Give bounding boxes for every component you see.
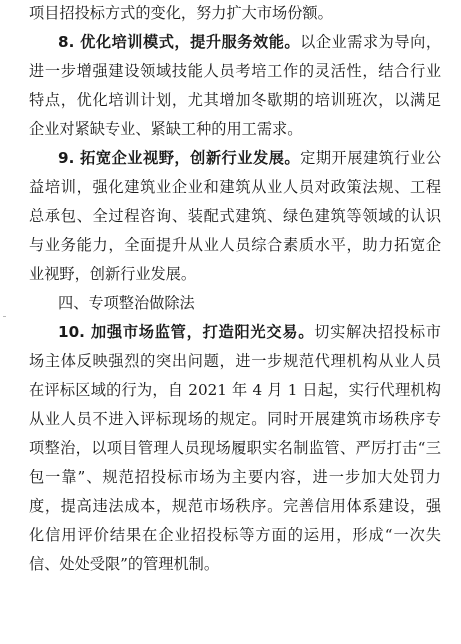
paragraph-line [29,58,441,85]
line-text: 业视野，创新行业发展。 [29,265,197,283]
line-text: 以企业需求为导向， [300,33,441,51]
line-text: 企业对紧缺专业、紧缺工种的用工需求。 [29,120,303,138]
item-8-heading-line [58,29,441,56]
line-text: 度，提高违法成本，规范市场秩序。完善信用体系建设，强 [29,497,441,515]
paragraph-line [29,493,441,520]
line-text: 包一靠”、规范招投标市场为主要内容，进一步加大处罚力 [29,468,441,486]
paragraph-line [29,435,441,462]
line-text: 项目招投标方式的变化，努力扩大市场份额。 [29,4,333,22]
paragraph-line [29,174,441,201]
line-text: 在评标区域的行为，自 2021 年 4 月 1 日起，实行代理机构 [29,381,441,399]
paragraph-line [29,522,441,549]
item-9-title: 9. 拓宽企业视野，创新行业发展。 [58,149,301,167]
paragraph-line [29,87,441,114]
section-heading [58,290,441,317]
paragraph-line [29,232,441,259]
line-text: 定期开展建筑行业公 [300,149,441,167]
paragraph-line [29,464,441,491]
item-9-heading-line [58,145,441,172]
margin-mark [3,316,6,317]
item-8-title: 8. 优化培训模式，提升服务效能。 [58,33,301,51]
line-text: 特点，优化培训计划，尤其增加冬歇期的培训班次，以满足 [29,91,441,109]
line-text: 总承包、全过程咨询、装配式建筑、绿色建筑等领域的认识 [29,207,441,225]
paragraph-line [29,551,441,578]
paragraph-line [29,377,441,404]
line-text: 场主体反映强烈的突出问题，进一步规范代理机构从业人员 [29,352,441,370]
line-text: 项整治，以项目管理人员现场履职实名制监管、严厉打击“三 [29,439,441,457]
paragraph-line [29,116,441,143]
paragraph-line [29,261,441,288]
line-text: 进一步增强建设领域技能人员考培工作的灵活性，结合行业 [29,62,441,80]
line-text: 从业人员不进入评标现场的规定。同时开展建筑市场秩序专 [29,410,441,428]
paragraph-line [29,203,441,230]
paragraph-line [29,348,441,375]
line-text: 信、处处受限”的管理机制。 [29,555,220,573]
paragraph-line [29,0,441,27]
section-heading-text: 四、专项整治做除法 [58,294,195,312]
item-10-title: 10. 加强市场监管，打造阳光交易。 [58,323,315,341]
line-text: 与业务能力，全面提升从业人员综合素质水平，助力拓宽企 [29,236,441,254]
paragraph-line [29,406,441,433]
item-10-heading-line [58,319,441,346]
line-text: 化信用评价结果在企业招投标等方面的运用，形成“一次失 [29,526,441,544]
line-text: 益培训，强化建筑业企业和建筑从业人员对政策法规、工程 [29,178,441,196]
line-text: 切实解决招投标市 [314,323,441,341]
